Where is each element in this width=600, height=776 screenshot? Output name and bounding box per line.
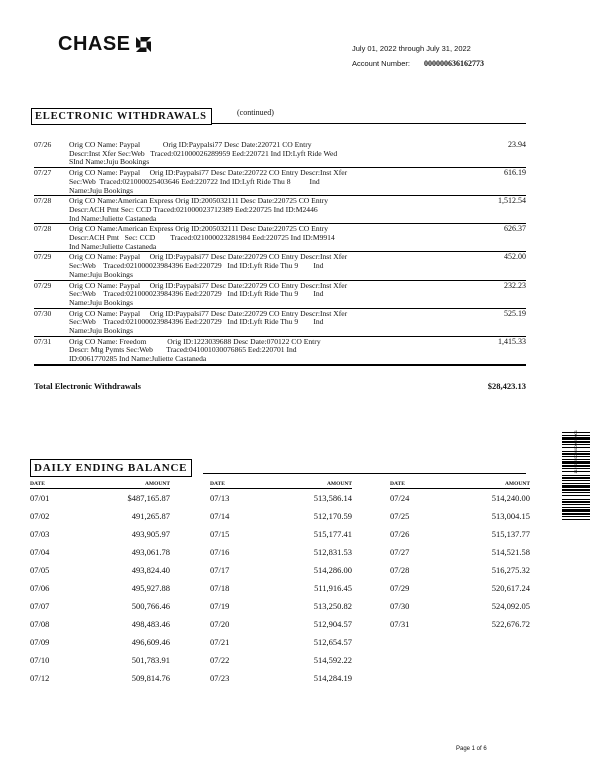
balance-row xyxy=(390,583,530,601)
description-line: Name:Juju Bookings xyxy=(69,269,133,279)
balance-amount: 520,617.24 xyxy=(491,583,530,593)
row-description xyxy=(69,338,449,364)
row-amount: 1,415.33 xyxy=(498,336,526,346)
balance-row xyxy=(30,583,170,601)
balance-date: 07/16 xyxy=(210,547,230,557)
balance-row xyxy=(30,547,170,565)
description-line: Ind Name:Juliette Castaneda xyxy=(69,213,157,223)
row-description xyxy=(69,197,449,223)
balance-date: 07/07 xyxy=(30,601,50,611)
balance-date: 07/06 xyxy=(30,583,50,593)
balance-row xyxy=(30,637,170,655)
row-date: 07/30 xyxy=(34,308,52,318)
balance-amount: 495,927.88 xyxy=(131,583,170,593)
row-date: 07/28 xyxy=(34,224,52,234)
balance-date: 07/08 xyxy=(30,619,50,629)
chase-octagon-icon xyxy=(136,37,151,52)
description-line: Orig CO Name:American Express Orig ID:2005032111 Desc Date:220725 CO Entry xyxy=(69,196,329,206)
barcode-text: 11211100000000000001 xyxy=(573,430,578,474)
description-line: Descr:ACH Pmt Sec: CCD Traced:021000023281984 Eed:220725 Ind ID:M9914 xyxy=(69,233,335,243)
balance-amount: 512,170.59 xyxy=(313,511,352,521)
balance-date: 07/18 xyxy=(210,583,230,593)
row-amount: 616.19 xyxy=(504,168,526,178)
row-date: 07/29 xyxy=(34,280,52,290)
balance-date: 07/22 xyxy=(210,655,230,665)
balance-date: 07/13 xyxy=(210,493,230,503)
balance-amount: 524,092.05 xyxy=(491,601,530,611)
brand-name: CHASE xyxy=(58,33,131,55)
table-row xyxy=(34,140,526,168)
amount-header: AMOUNT xyxy=(504,481,530,487)
balance-amount: $487,165.87 xyxy=(127,493,170,503)
description-line: Orig CO Name: Paypal Orig ID:Paypalsi77 Desc Date:220721 CO Entry xyxy=(69,140,312,149)
balance-header xyxy=(210,481,352,489)
row-date: 07/28 xyxy=(34,196,52,206)
balance-row xyxy=(390,619,530,637)
balance-row xyxy=(30,529,170,547)
balance-row xyxy=(390,529,530,547)
row-amount: 626.37 xyxy=(504,224,526,234)
balance-amount: 491,265.87 xyxy=(131,511,170,521)
balance-row xyxy=(210,511,352,529)
balance-amount: 501,783.91 xyxy=(131,655,170,665)
table-row xyxy=(34,252,526,280)
balance-amount: 522,676.72 xyxy=(491,619,530,629)
balance-amount: 513,004.15 xyxy=(491,511,530,521)
balance-date: 07/25 xyxy=(390,511,410,521)
continued-label: (continued) xyxy=(237,108,274,117)
balance-header xyxy=(30,481,170,489)
row-description xyxy=(69,310,449,336)
balance-amount: 514,284.19 xyxy=(313,673,352,683)
balance-date: 07/24 xyxy=(390,493,410,503)
balance-amount: 512,831.53 xyxy=(313,547,352,557)
account-number-label: Account Number: xyxy=(352,59,410,68)
balance-amount: 493,061.78 xyxy=(131,547,170,557)
balance-amount: 513,586.14 xyxy=(313,493,352,503)
description-line: Ind Name:Juliette Castaneda xyxy=(69,241,157,251)
balance-date: 07/04 xyxy=(30,547,50,557)
balance-row xyxy=(210,637,352,655)
balance-row xyxy=(210,529,352,547)
balance-amount: 509,814.76 xyxy=(131,673,170,683)
balance-date: 07/29 xyxy=(390,583,410,593)
statement-period: July 01, 2022 through July 31, 2022 xyxy=(352,44,471,53)
table-row xyxy=(34,196,526,224)
balance-amount: 493,824.40 xyxy=(131,565,170,575)
total-label: Total Electronic Withdrawals xyxy=(34,381,141,391)
balance-column xyxy=(30,481,170,691)
account-number-line xyxy=(352,59,484,68)
row-amount: 525.19 xyxy=(504,308,526,318)
balance-date: 07/27 xyxy=(390,547,410,557)
withdrawals-total xyxy=(34,381,526,391)
balance-date: 07/02 xyxy=(30,511,50,521)
table-row xyxy=(34,337,526,366)
withdrawals-title: ELECTRONIC WITHDRAWALS xyxy=(31,108,212,125)
description-line: Name:Juju Bookings xyxy=(69,185,133,195)
balance-date: 07/26 xyxy=(390,529,410,539)
row-description xyxy=(69,282,449,308)
description-line: ID:0061770285 Ind Name:Juliette Castaneda xyxy=(69,354,207,364)
balance-row xyxy=(390,493,530,511)
balance-amount: 516,275.32 xyxy=(491,565,530,575)
row-description xyxy=(69,169,449,195)
description-line: Orig CO Name: Paypal Orig ID:Paypalsi77 Desc Date:220729 CO Entry Descr:Inst Xfer xyxy=(69,252,348,262)
withdrawals-table xyxy=(34,140,526,366)
balance-row xyxy=(30,601,170,619)
balance-row xyxy=(210,547,352,565)
balance-row xyxy=(210,601,352,619)
balance-amount: 493,905.97 xyxy=(131,529,170,539)
description-line: Sec:Web Traced:021000023984396 Eed:220729 Ind ID:Lyft Ride Thu 9 Ind xyxy=(69,317,324,327)
balance-amount: 512,904.57 xyxy=(313,619,352,629)
description-line: Sec:Web Traced:021000025403646 Eed:220722 Ind ID:Lyft Ride Thu 8 Ind xyxy=(69,176,320,186)
balance-date: 07/14 xyxy=(210,511,230,521)
section-rule xyxy=(203,473,526,474)
balance-date: 07/03 xyxy=(30,529,50,539)
description-line: SInd Name:Juju Bookings xyxy=(69,157,150,167)
balance-row xyxy=(390,511,530,529)
table-row xyxy=(34,309,526,337)
balance-amount: 511,916.45 xyxy=(314,583,352,593)
balance-row xyxy=(210,493,352,511)
balance-column xyxy=(390,481,530,637)
description-line: Sec:Web Traced:021000023984396 Eed:220729 Ind ID:Lyft Ride Thu 9 Ind xyxy=(69,289,324,299)
balance-amount: 498,483.46 xyxy=(131,619,170,629)
balance-row xyxy=(210,673,352,691)
balance-date: 07/12 xyxy=(30,673,50,683)
balance-date: 07/31 xyxy=(390,619,410,629)
balance-row xyxy=(30,655,170,673)
row-description xyxy=(69,141,449,167)
row-date: 07/31 xyxy=(34,336,52,346)
row-amount: 452.00 xyxy=(504,252,526,262)
description-line: Sec:Web Traced:021000023984396 Eed:220729 Ind ID:Lyft Ride Thu 9 Ind xyxy=(69,261,324,271)
balance-row xyxy=(30,565,170,583)
balance-date: 07/20 xyxy=(210,619,230,629)
balance-amount: 496,609.46 xyxy=(131,637,170,647)
row-description xyxy=(69,225,449,251)
balance-row xyxy=(210,583,352,601)
balance-row xyxy=(210,655,352,673)
daily-balance-title: DAILY ENDING BALANCE xyxy=(30,459,192,477)
row-amount: 232.23 xyxy=(504,280,526,290)
description-line: Orig CO Name: Paypal Orig ID:Paypalsi77 Desc Date:220729 CO Entry Descr:Inst Xfer xyxy=(69,280,348,290)
balance-row xyxy=(210,565,352,583)
balance-date: 07/21 xyxy=(210,637,230,647)
description-line: Descr:Inst Xfer Sec:Web Traced:021000026289959 Eed:220721 Ind ID:Lyft Ride Wed xyxy=(69,148,338,158)
balance-row xyxy=(30,619,170,637)
row-date: 07/26 xyxy=(34,140,52,149)
row-date: 07/29 xyxy=(34,252,52,262)
date-header: DATE xyxy=(390,481,405,487)
balance-row xyxy=(30,511,170,529)
amount-header: AMOUNT xyxy=(144,481,170,487)
amount-header: AMOUNT xyxy=(326,481,352,487)
chase-logo xyxy=(58,33,151,56)
row-amount: 23.94 xyxy=(508,140,526,149)
description-line: Name:Juju Bookings xyxy=(69,297,133,307)
balance-header xyxy=(390,481,530,489)
balance-date: 07/15 xyxy=(210,529,230,539)
description-line: Descr:ACH Pmt Sec: CCD Traced:021000023712389 Eed:220725 Ind ID:M2446 xyxy=(69,204,318,214)
balance-row xyxy=(390,547,530,565)
balance-column xyxy=(210,481,352,691)
balance-amount: 500,766.46 xyxy=(131,601,170,611)
balance-row xyxy=(390,565,530,583)
table-row xyxy=(34,281,526,309)
balance-row xyxy=(210,619,352,637)
balance-date: 07/10 xyxy=(30,655,50,665)
balance-amount: 512,654.57 xyxy=(313,637,352,647)
balance-amount: 514,240.00 xyxy=(491,493,530,503)
description-line: Name:Juju Bookings xyxy=(69,326,133,336)
table-row xyxy=(34,224,526,252)
row-description xyxy=(69,253,449,279)
balance-date: 07/19 xyxy=(210,601,230,611)
balance-row xyxy=(30,673,170,691)
date-header: DATE xyxy=(210,481,225,487)
description-line: Orig CO Name:American Express Orig ID:2005032111 Desc Date:220725 CO Entry xyxy=(69,224,329,234)
balance-amount: 515,177.41 xyxy=(313,529,352,539)
row-amount: 1,512.54 xyxy=(498,196,526,206)
description-line: Descr: Mtg Pymts Sec:Web Traced:041001030076865 Eed:220701 Ind xyxy=(69,345,297,355)
description-line: Orig CO Name: Paypal Orig ID:Paypalsi77 Desc Date:220729 CO Entry Descr:Inst Xfer xyxy=(69,308,348,318)
total-amount: $28,423.13 xyxy=(487,381,526,391)
balance-date: 07/01 xyxy=(30,493,50,503)
row-date: 07/27 xyxy=(34,168,52,178)
balance-row xyxy=(30,493,170,511)
balance-amount: 514,286.00 xyxy=(313,565,352,575)
description-line: Orig CO Name: Freedom Orig ID:1223039688 Desc Date:070122 CO Entry xyxy=(69,336,321,346)
balance-date: 07/09 xyxy=(30,637,50,647)
balance-date: 07/23 xyxy=(210,673,230,683)
balance-amount: 513,250.82 xyxy=(313,601,352,611)
account-number: 000000636162773 xyxy=(424,59,485,68)
balance-date: 07/17 xyxy=(210,565,230,575)
balance-amount: 514,521.58 xyxy=(491,547,530,557)
balance-amount: 514,592.22 xyxy=(313,655,352,665)
balance-date: 07/05 xyxy=(30,565,50,575)
balance-row xyxy=(390,601,530,619)
balance-date: 07/30 xyxy=(390,601,410,611)
balance-date: 07/28 xyxy=(390,565,410,575)
balance-amount: 515,137.77 xyxy=(491,529,530,539)
table-row xyxy=(34,168,526,196)
description-line: Orig CO Name: Paypal Orig ID:Paypalsi77 Desc Date:220722 CO Entry Descr:Inst Xfer xyxy=(69,168,348,178)
page-number: Page 1 of 6 xyxy=(456,746,487,752)
date-header: DATE xyxy=(30,481,45,487)
